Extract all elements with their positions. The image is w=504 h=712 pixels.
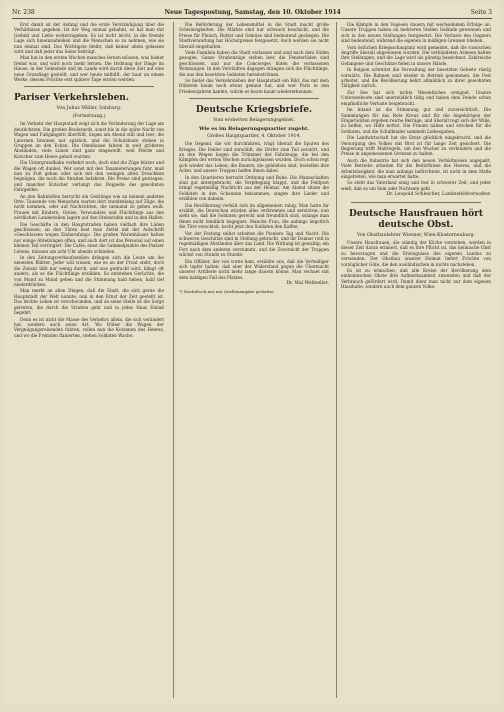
newspaper-page	[4, 4, 500, 704]
section-divider	[189, 98, 319, 99]
paragraph: Denn es ist nicht die Masse des Verkehrs allein, die sich verändert hat, sondern auch seine Art. Wo früher die Wagen der Vergnügungsreisenden fuhren, rollen nun die Kolonnen des Heeres, und wo die Fremden flanierten, stehen Soldaten Wache.	[14, 316, 164, 338]
paragraph: Es ist zu wünschen, daß alle Kreise der Bevölkerung dem einheimischen Obste ihre Aufmerksamkeit zuwenden und daß der Verbrauch gefördert wird. Damit dient man nicht nur dem eigenen Haushalte, sondern auch dem ganzen Volke.	[341, 268, 491, 290]
paragraph: In den Quartieren herrscht Ordnung und Ruhe. Die Mannschaften sind gut untergebracht, die Verpflegung klappt, und die Feldpost bringt regelmäßig Nachricht aus der Heimat. Am Abend sitzen die Soldaten in den Scheunen beisammen, singen ihre Lieder und erzählen von daheim.	[179, 174, 329, 202]
article-byline: Von Julius Müller, Salzburg.	[56, 106, 122, 112]
paragraph: Viele Familien haben die Stadt verlassen und sind nach dem Süden gezogen. Ganze Straßenzüge stehen leer, die Fensterläden sind geschlossen, und nur die Concierges hüten die verlassenen Wohnungen. In den Vorstädten dagegen drängen sich die Flüchtlinge, die aus den besetzten Gebieten hereinströmen.	[179, 50, 329, 77]
column-middle	[179, 22, 329, 698]
article-title: Deutsche Kriegsbriefe.	[195, 105, 313, 116]
paragraph: Erst damit ist der Anfang und die erste Verständigung über die Verhältnisse gegeben. Ist der Weg einmal gebahnt, so hat man mit Geduld und Liebe weiterzugehen. Es ist nicht leicht, in die fremde Lage sich hineinzudenken und die Menschen so zu nehmen, wie sie nun einmal sind. Das Wichtigste bleibt, daß keiner allein gelassen wird und daß jeder das Seine beiträgt.	[14, 22, 164, 55]
paragraph: So steht das Vaterland einig und fest in schwerer Zeit, und jeder weiß, daß es um Sein oder Nichtsein geht.	[341, 180, 491, 191]
article-title: Deutsche Hausfrauen hört deutsche Obst.	[349, 208, 483, 230]
paragraph: Die Geschäfte in den Hauptstraßen haben vielfach ihre Läden geschlossen; an den Türen liest man Zettel mit der Aufschrift »Geschlossen wegen Einberufung«. Die großen Warenhäuser halten nur einige Abteilungen offen, und auch dort ist das Personal auf einen kleinen Teil verringert. Die Cafés, einst die Sammelpunkte des Pariser Lebens, müssen um acht Uhr abends schließen.	[14, 221, 164, 254]
paragraph: Die Landwirtschaft hat die Ernte glücklich eingebracht, und die Versorgung des Volkes mit Brot ist für lange Zeit gesichert. Die Regierung trifft Maßregeln, um den Wucher zu verhindern und die Preise in angemessenen Grenzen zu halten.	[341, 135, 491, 157]
newspaper-dateline: Neue Tagespostung, Samstag, den 10. Oktober 1914	[164, 8, 341, 16]
paragraph: Die Bevölkerung verhält sich im allgemeinen ruhig. Man hatte ihr erzählt, die Deutschen würden alles verbrennen und zerstören; nun sieht sie, daß die Soldaten gerecht und freundlich sind, solange man ihnen nicht feindlich begegnet. Manche Frau, die anfangs ängstlich die Türe verschloß, kocht jetzt den Soldaten den Kaffee.	[179, 202, 329, 230]
page-header	[12, 7, 492, 17]
article-subhead: Wie es im Belagerungsquartier zugeht.	[198, 125, 310, 132]
paragraph: Die Beförderung der Lebensmittel in die Stadt macht große Schwierigkeiten. Die Märkte sind nur schwach beschickt, und die Preise für Fleisch, Butter und Gemüse sind bedeutend gestiegen. Die Stadtverwaltung hat Höchstpreise festgesetzt, doch werden sie nicht überall eingehalten.	[179, 22, 329, 49]
article-signature: Dr. Wal Weltzeller.	[286, 281, 329, 287]
paragraph: In Belgien schreitet die Verwaltung der besetzten Gebiete rüstig vorwärts. Die Bahnen sind wieder in Betrieb genommen, die Post arbeitet, und die Bevölkerung kehrt allmählich zu ihrer gewohnten Tätigkeit zurück.	[341, 67, 491, 89]
column-divider	[336, 22, 337, 698]
paragraph: Unsere Hausfrauen, die ständig der Küche vorstehen, werden in dieser Zeit daran erinnert, daß es ihre Pflicht ist, das heimische Obst zu bevorzugen und die Erzeugnisse des eigenen Landes zu verwenden. Der Obstbau unserer Heimat liefert Früchte von vorzüglicher Güte, die den ausländischen in nichts nachstehen.	[341, 240, 491, 267]
header-rule	[12, 18, 492, 19]
paragraph: Im Verkehr der Hauptstadt zeigt sich die Veränderung der Lage am deutlichsten. Die großen Boulevards, sonst bis in die späte Nacht von Wagen und Fußgängern überfüllt, liegen am Abend still und leer; die Laternen brennen nur spärlich, und die Schutzleute stehen in Gruppen an den Ecken. Die Omnibusse fahren in weit größeren Abständen, viele Linien sind ganz eingestellt, weil Pferde und Kutscher zum Heere geholt wurden.	[14, 121, 164, 159]
article-dateline: Großes Hauptquartier, 4. Oktober 1914.	[207, 133, 301, 139]
paragraph: Vor der Festung selbst arbeiten die Pioniere Tag und Nacht. Die schweren Geschütze sind in Stellung gebracht, und ihr Donner rollt in regelmäßigen Abständen über das Land. Die Wirkung ist gewaltig; ein Fort nach dem anderen verstummt, und die Zuversicht der Truppen wächst von Stunde zu Stunde.	[179, 230, 329, 258]
paragraph: In den Zeitungsverkaufsstellen drängen sich die Leute um die neuesten Blätter. Jeder will wissen, wie es an der Front steht, doch die Zensur läßt nur wenig durch, und was gedruckt wird, klingt oft anders, als es die Flüchtlinge erzählen. So entstehen Gerüchte, die von Mund zu Mund gehen und die Stimmung bald heben, bald tief niederdrücken.	[14, 255, 164, 288]
paragraph: Auch die Industrie hat sich den neuen Verhältnissen angepaßt. Viele Betriebe arbeiten für die Bedürfnisse des Heeres, und die Arbeitslosigkeit, die man anfangs befürchtete, ist nicht in dem Maße eingetreten, wie man erwartet hatte.	[341, 157, 491, 179]
issue-number: Nr. 238	[12, 8, 35, 16]
paragraph: Vom östlichen Kriegsschauplatz wird gemeldet, daß die russischen Angriffe überall abgewiesen wurden. Die verbündeten Armeen halten ihre Stellungen, und die Lage wird als günstig bezeichnet. Zahlreiche Gefangene und Geschütze fielen in unsere Hände.	[341, 44, 491, 66]
section-divider	[24, 86, 154, 87]
paragraph: Im Inland ist die Stimmung gut und zuversichtlich. Die Sammlungen für das Rote Kreuz und für die Angehörigen der Eingerückten ergeben reiche Beträge, und überall regt sich der Wille, zu helfen, wo Hilfe nottut. Die Frauen nähen und stricken für die Soldaten, und die Schulkinder sammeln Liebesgaben.	[341, 107, 491, 134]
section-divider	[351, 202, 481, 203]
article-byline: Von Obstbaulehrer Wiesner, Wien-Klosterneuburg.	[356, 232, 476, 238]
paragraph: So bietet das Verkehrsleben der Hauptstadt ein Bild, das mit dem früheren kaum noch etwas gemein hat, und wer Paris in den Friedensjahren kannte, würde es heute kaum wiedererkennen.	[179, 78, 329, 94]
article-subhead: (Fortsetzung.)	[72, 113, 106, 119]
paragraph: Man hat in den ersten Wochen manches lernen müssen, was bisher fremd war, und wird noch mehr lernen. Die Ordnung der Dinge im Hause, in der Gemeinde und im Lande wird durch diese Zeit auf eine neue Grundlage gestellt, und wer heute mithilft, der baut an einem Werke, dessen Früchte erst spätere Tage ernten werden.	[14, 55, 164, 83]
page-number: Seite 3	[470, 8, 492, 16]
article-subtitle: Vom eroberten Belagerungsgebiet.	[213, 118, 295, 124]
column-left	[14, 22, 164, 698]
paragraph: Ein Offizier, der von vorne kam, erzählte uns, daß die Verteidiger sich tapfer halten, daß aber der Widerstand gegen die Übermacht unserer Artillerie nicht mehr lange dauern könne. Man rechnet mit dem baldigen Fall des Platzes.	[179, 258, 329, 280]
paragraph: Man merkt an allen Dingen, daß die Stadt, die sich gerne die Hauptstadt der Welt nannte, nun in den Ernst der Zeit gestellt ist. Das leichte Leben ist verschwunden, und an seine Stelle ist die Sorge getreten, die durch die Straßen geht und in jedes Haus Einlaß begehrt.	[14, 288, 164, 316]
paragraph: Die Gegend, die wir durchfahren, trägt überall die Spuren des Krieges. Die Felder sind zerwühlt, die Dörfer zum Teil zerstört, und an den Wegen liegen die Trümmer der Fahrzeuge, die bei den Kämpfen der ersten Wochen zurückgelassen wurden. Doch schon regt sich wieder das Leben; die Bauern, die geblieben sind, bestellen ihre Äcker, und unsere Truppen helfen ihnen dabei.	[179, 141, 329, 174]
footnote: *) Nachdruck nur mit Quellenangabe gestattet.	[179, 288, 276, 294]
column-divider	[173, 22, 174, 698]
paragraph: Zur See hat sich nichts Wesentliches ereignet. Unsere Unterseeboote sind unermüdlich tätig und haben dem Feinde schon empfindliche Verluste beigebracht.	[341, 89, 491, 106]
column-right	[341, 22, 491, 698]
paragraph: Die Kämpfe in den Vogesen dauern mit wechselndem Erfolge an. Unsere Truppen haben an mehreren Stellen Gelände gewonnen und sich in den neuen Stellungen festgesetzt. Die Verluste des Gegners sind bedeutend, während die eigenen in mäßigen Grenzen blieben.	[341, 22, 491, 44]
article-title: Pariser Verkehrsleben.	[14, 93, 129, 104]
paragraph: An den Bahnhöfen herrscht ein Gedränge wie an keinem anderen Orte. Tausende von Menschen warten dort stundenlang auf Züge, die nicht kommen, oder auf Nachrichten, die niemand zu geben weiß. Frauen mit Kindern, Greise, Verwundete und Flüchtlinge aus den nördlichen Landesteilen lagern auf den Steinstufen und in den Hallen.	[14, 193, 164, 221]
paragraph: Die Untergrundbahn verkehrt noch, doch sind die Züge kürzer und die Wagen oft dunkel. Wer sonst mit den Taxameterwagen fuhr, muß nun zu Fuß gehen oder sich mit den wenigen alten Droschken begnügen, die noch die Straßen befahren. Die Preise sind gestiegen, und mancher Kutscher verlangt das Doppelte des gewohnten Fahrgeldes.	[14, 160, 164, 193]
article-signature: Dr. Leopold Schleicher, Landesfeldverwalter.	[386, 192, 491, 198]
